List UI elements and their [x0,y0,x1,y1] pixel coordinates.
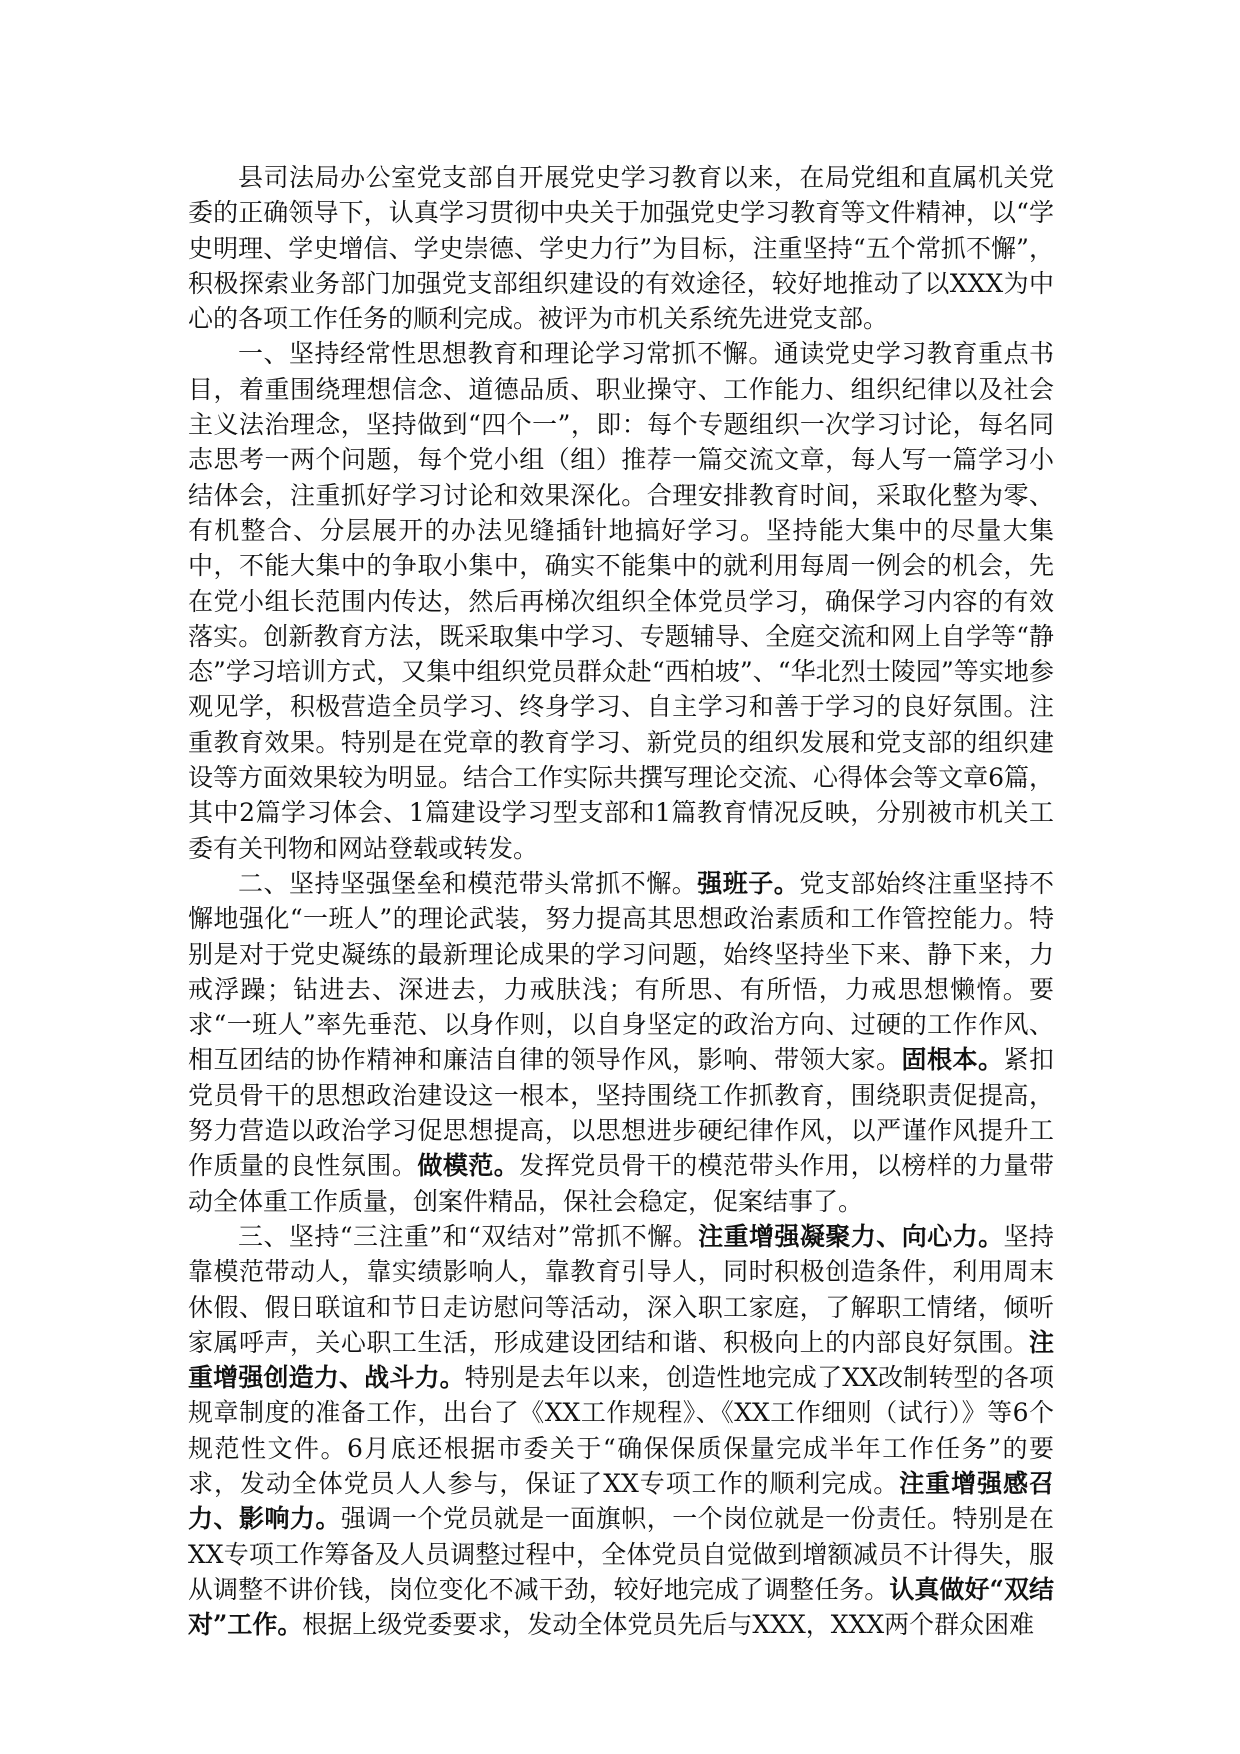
section-3-bold-creativity: 注重增强创造力、战斗力。 [188,1327,1054,1393]
section-2-bold-strengthen-team: 强班子。 [697,868,800,898]
section-3-text-4: 根据上级党委要求，发动全体党员先后与XXX，XXX两个群众困难 [302,1610,1035,1640]
section-2-bold-consolidate-foundation: 固根本。 [901,1045,1004,1075]
intro-text: 县司法局办公室党支部自开展党史学习教育以来，在局党组和直属机关党委的正确领导下，认真学习贯彻中央关于加强党史学习教育等文件精神，以“学史明理、学史增信、学史崇德、学史力行”为目标，注重坚持“五个常抓不懈”，积极探索业务部门加强党支部组织建设的有效途径，较好地推动了以XXX为中心的各项工作任务的顺利完成。被评为市机关系统先进党支部。 [188,163,1054,334]
section-2-text-3: 发挥党员骨干的模范带头作用，以榜样的力量带动全体重工作质量，创案件精品，保社会稳定，促案结事了。 [188,1151,1054,1216]
section-3-paragraph [188,1219,1054,1640]
intro-paragraph [188,160,1054,336]
document-page [188,160,1054,1640]
section-3-bold-cohesion: 注重增强凝聚力、向心力。 [698,1221,1004,1251]
section-3-text-1: 坚持靠模范带动人，靠实绩影响人，靠教育引导人，同时积极创造条件，利用周末休假、假日联谊和节日走访慰问等活动，深入职工家庭，了解职工情绪，倾听家属呼声，关心职工生活，形成建设团结和谐、积极向上的内部良好氛围。 [188,1221,1054,1357]
section-3-heading: 三、坚持“三注重”和“双结对”常抓不懈。 [238,1221,699,1251]
section-2-paragraph [188,866,1054,1219]
section-1-paragraph [188,336,1054,865]
section-2-text-1: 党支部始终注重坚持不懈地强化“一班人”的理论武装，努力提高其思想政治素质和工作管控能力。特别是对于党史凝练的最新理论成果的学习问题，始终坚持坐下来、静下来，力戒浮躁；钻进去、深进去，力戒肤浅；有所思、有所悟，力戒思想懒惰。要求“一班人”率先垂范、以身作则，以自身坚定的政治方向、过硬的工作作风、相互团结的协作精神和廉洁自律的领导作风，影响、带领大家。 [188,868,1054,1075]
section-3-text-3: 强调一个党员就是一面旗帜，一个岗位就是一份责任。特别是在XX专项工作筹备及人员调整过程中，全体党员自觉做到增额减员不计得失，服从调整不讲价钱，岗位变化不减干劲，较好地完成了调整任务。 [188,1504,1054,1604]
section-3-text-2: 特别是去年以来，创造性地完成了XX改制转型的各项规章制度的准备工作，出台了《XX工作规程》、《XX工作细则（试行）》等6个规范性文件。6月底还根据市委关于“确保保质保量完成半年工作任务”的要求，发动全体党员人人参与，保证了XX专项工作的顺利完成。 [188,1363,1054,1498]
section-3-bold-double-pairing: 认真做好“双结对”工作。 [188,1574,1054,1640]
section-1-text: 一、坚持经常性思想教育和理论学习常抓不懈。通读党史学习教育重点书目，着重围绕理想信念、道德品质、职业操守、工作能力、组织纪律以及社会主义法治理念，坚持做到“四个一”，即：每个专题组织一次学习讨论，每名同志思考一两个问题，每个党小组（组）推荐一篇交流文章，每人写一篇学习小结体会，注重抓好学习讨论和效果深化。合理安排教育时间，采取化整为零、有机整合、分层展开的办法见缝插针地搞好学习。坚持能大集中的尽量大集中，不能大集中的争取小集中，确实不能集中的就利用每周一例会的机会，先在党小组长范围内传达，然后再梯次组织全体党员学习，确保学习内容的有效落实。创新教育方法，既采取集中学习、专题辅导、全庭交流和网上自学等“静态”学习培训方式，又集中组织党员群众赴“西柏坡”、“华北烈士陵园”等实地参观见学，积极营造全员学习、终身学习、自主学习和善于学习的良好氛围。注重教育效果。特别是在党章的教育学习、新党员的组织发展和党支部的组织建设等方面效果较为明显。结合工作实际共撰写理论交流、心得体会等文章6篇，其中2篇学习体会、1篇建设学习型支部和1篇教育情况反映，分别被市机关工委有关刊物和网站登载或转发。 [188,339,1054,863]
section-2-bold-be-model: 做模范。 [417,1151,520,1181]
section-2-heading: 二、坚持坚强堡垒和模范带头常抓不懈。 [238,868,698,898]
section-2-text-2: 紧扣党员骨干的思想政治建设这一根本，坚持围绕工作抓教育，围绕职责促提高，努力营造以政治学习促思想提高，以思想进步硬纪律作风，以严谨作风提升工作质量的良性氛围。 [188,1045,1054,1181]
section-3-bold-influence: 注重增强感召力、影响力。 [188,1468,1054,1534]
